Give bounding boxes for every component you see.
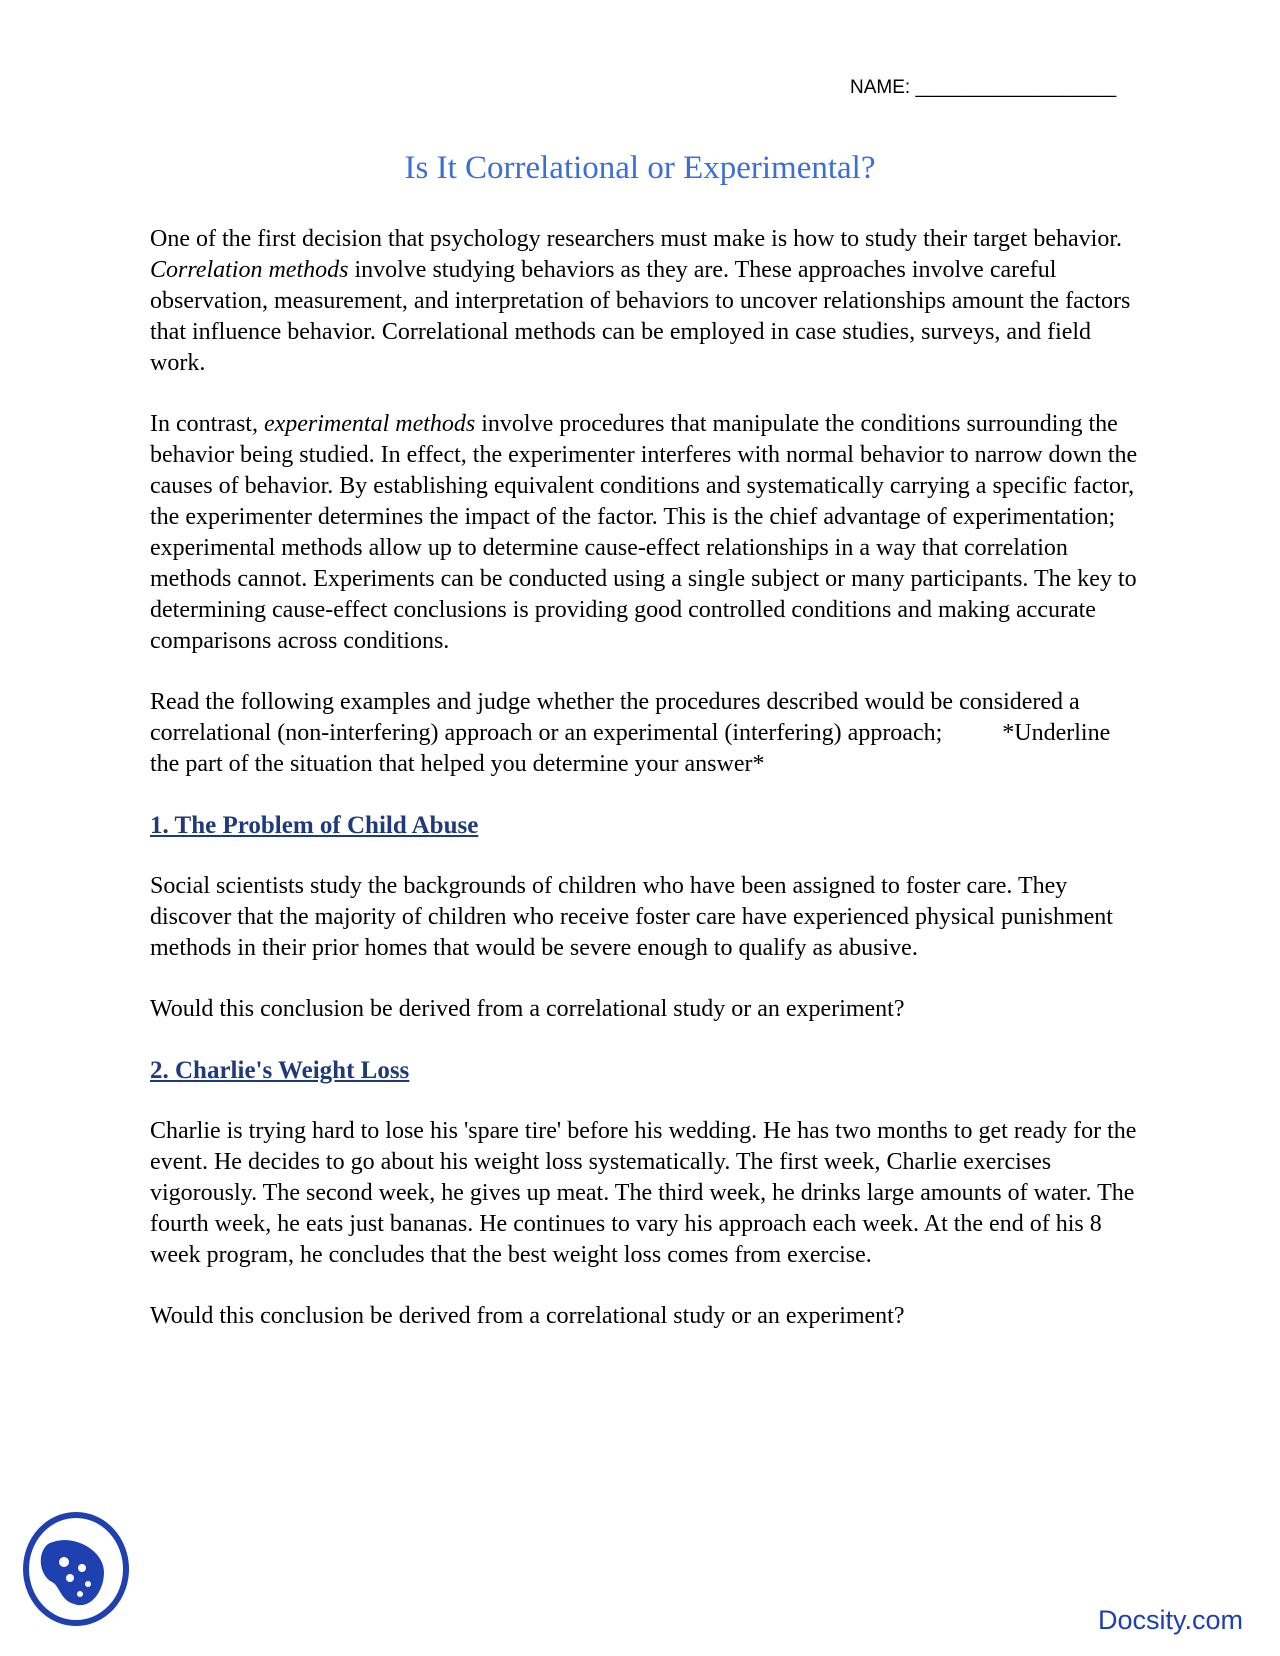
- name-field-label: NAME: ___________________: [850, 77, 1117, 98]
- intro-paragraph-2: [150, 409, 1140, 657]
- intro-p1-text-b: involve studying behaviors as they are. These approaches involve careful observation, measurement, and interpretation of behaviors to uncover relationships amount the factors that influence behavior. Correlational methods can be employed in case studies, surveys, and field work.: [150, 257, 1131, 376]
- instructions-text: Read the following examples and judge whether the procedures described would be considered a correlational (non-interfering) approach or an experimental (interfering) approach;: [150, 689, 1080, 746]
- section-heading-child-abuse: 1. The Problem of Child Abuse: [150, 812, 479, 839]
- section-body-child-abuse: Social scientists study the backgrounds of children who have been assigned to foster care. They discover that the majority of children who receive foster care have experienced physical punishment methods in their prior homes that would be severe enough to qualify as abusive.: [150, 873, 1113, 961]
- section-question-weight-loss: Would this conclusion be derived from a correlational study or an experiment?: [150, 1303, 905, 1329]
- intro-p1-text-a: One of the first decision that psychology researchers must make is how to study their target behavior.: [150, 226, 1122, 252]
- instructions-paragraph: [150, 687, 1140, 780]
- term-correlation-methods: Correlation methods: [150, 257, 349, 283]
- section-question-child-abuse: Would this conclusion be derived from a correlational study or an experiment?: [150, 996, 905, 1022]
- document-body: [150, 224, 1140, 1362]
- page-title: Is It Correlational or Experimental?: [404, 150, 876, 186]
- underline-instruction: *Underline the part of the situation that helped you determine your answer*: [150, 720, 1111, 777]
- intro-paragraph-1: [150, 224, 1140, 379]
- docsity-brand-link[interactable]: Docsity.com: [1098, 1605, 1244, 1635]
- section-heading-weight-loss: 2. Charlie's Weight Loss: [150, 1057, 410, 1084]
- intro-p2-text-a: In contrast,: [150, 411, 264, 437]
- intro-p2-text-b: involve procedures that manipulate the conditions surrounding the behavior being studied. In effect, the experimenter interferes with normal behavior to narrow down the causes of behavior. By establishing equivalent conditions and systematically carrying a specific factor, the experimenter determines the impact of the factor. This is the chief advantage of experimentation; experimental methods allow up to determine cause-effect relationships in a way that correlation methods cannot. Experiments can be conducted using a single subject or many participants. The key to determining cause-effect conclusions is providing good controlled conditions and making accurate comparisons across conditions.: [150, 411, 1138, 654]
- docsity-logo-icon: [20, 1510, 132, 1628]
- term-experimental-methods: experimental methods: [263, 411, 476, 437]
- section-body-weight-loss: Charlie is trying hard to lose his 'spare tire' before his wedding. He has two months to get ready for the event. He decides to go about his weight loss systematically. The first week, Charlie exercises vigorously. The second week, he gives up meat. The third week, he drinks large amounts of water. The fourth week, he eats just bananas. He continues to vary his approach each week. At the end of his 8 week program, he concludes that the best weight loss comes from exercise.: [150, 1118, 1137, 1268]
